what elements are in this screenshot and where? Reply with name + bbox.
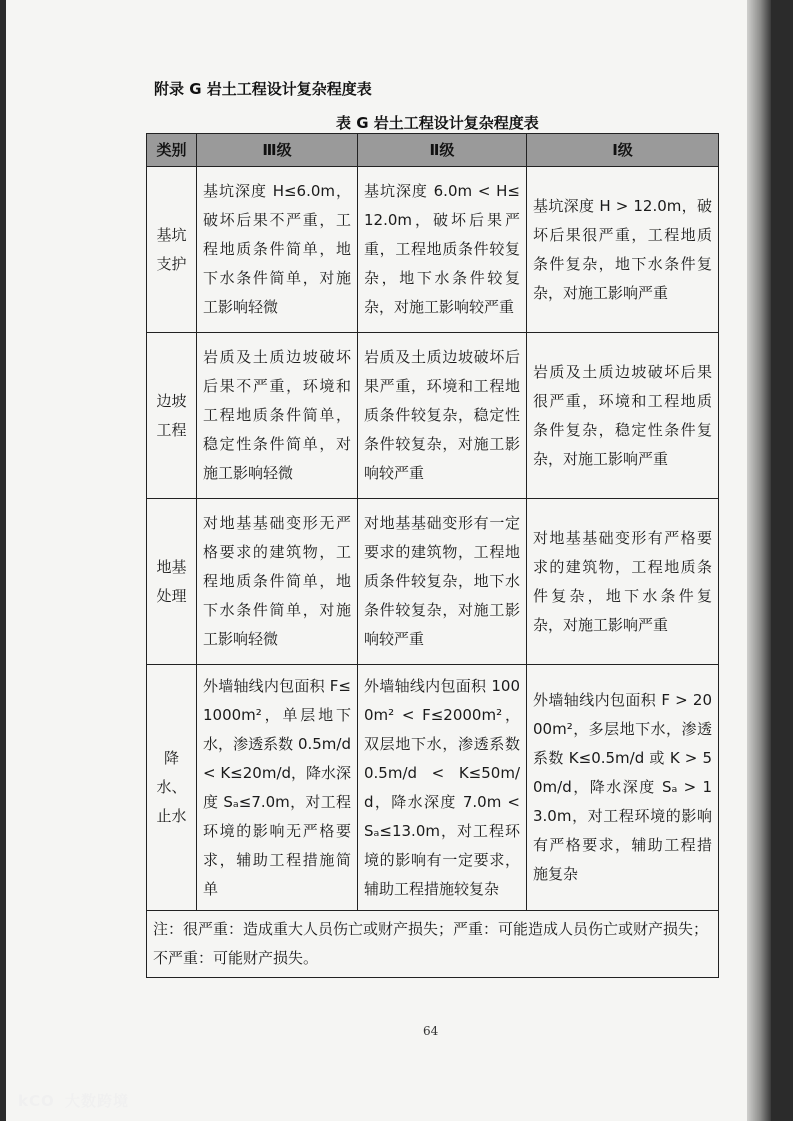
- header-category: 类别: [147, 134, 197, 167]
- level-2-cell: 对地基基础变形有一定要求的建筑物，工程地质条件较复杂，地下水条件较复杂，对施工影响较严重: [358, 499, 527, 665]
- table-note: 注：很严重：造成重大人员伤亡或财产损失；严重：可能造成人员伤亡或财产损失；不严重：可能财产损失。: [147, 911, 719, 978]
- table-note-row: [147, 911, 719, 978]
- row-category: 边坡工程: [147, 333, 197, 499]
- document-page: [6, 0, 771, 1121]
- header-level-1: Ⅰ级: [527, 134, 719, 167]
- watermark-text: 大数跨境: [64, 1092, 129, 1110]
- level-1-cell: 岩质及土质边坡破坏后果很严重，环境和工程地质条件复杂，稳定性条件复杂，对施工影响严重: [527, 333, 719, 499]
- table-row: [147, 333, 719, 499]
- level-2-cell: 基坑深度 6.0m < H≤12.0m，破坏后果严重，工程地质条件较复杂，地下水条件较复杂，对施工影响较严重: [358, 167, 527, 333]
- level-1-cell: 外墙轴线内包面积 F > 2000m²，多层地下水，渗透系数 K≤0.5m/d 或 K > 50m/d，降水深度 Sₐ > 13.0m，对工程环境的影响有严格要求，辅助工程措施复杂: [527, 665, 719, 911]
- row-category: 地基处理: [147, 499, 197, 665]
- level-1-cell: 对地基基础变形有严格要求的建筑物，工程地质条件复杂，地下水条件复杂，对施工影响严重: [527, 499, 719, 665]
- table-title: 表 G 岩土工程设计复杂程度表: [336, 114, 539, 132]
- level-1-cell: 基坑深度 H > 12.0m，破坏后果很严重，工程地质条件复杂，地下水条件复杂，对施工影响严重: [527, 167, 719, 333]
- table-row: [147, 167, 719, 333]
- level-2-cell: 岩质及土质边坡破坏后果严重，环境和工程地质条件较复杂，稳定性条件较复杂，对施工影响较严重: [358, 333, 527, 499]
- header-level-2: Ⅱ级: [358, 134, 527, 167]
- level-3-cell: 岩质及土质边坡破坏后果不严重，环境和工程地质条件简单，稳定性条件简单，对施工影响轻微: [197, 333, 358, 499]
- row-category: 降水、止水: [147, 665, 197, 911]
- table-row: [147, 665, 719, 911]
- level-3-cell: 外墙轴线内包面积 F≤1000m²，单层地下水，渗透系数 0.5m/d < K≤20m/d，降水深度 Sₐ≤7.0m，对工程环境的影响无严格要求，辅助工程措施简单: [197, 665, 358, 911]
- level-3-cell: 基坑深度 H≤6.0m，破坏后果不严重，工程地质条件简单，地下水条件简单，对施工影响轻微: [197, 167, 358, 333]
- complexity-table: [146, 133, 719, 978]
- table-row: [147, 499, 719, 665]
- appendix-title: 附录 G 岩土工程设计复杂程度表: [154, 80, 372, 98]
- watermark: [18, 1090, 129, 1111]
- level-3-cell: 对地基基础变形无严格要求的建筑物，工程地质条件简单，地下水条件简单，对施工影响轻微: [197, 499, 358, 665]
- page-binding-edge: [747, 0, 771, 1121]
- level-2-cell: 外墙轴线内包面积 1000m² < F≤2000m²，双层地下水，渗透系数 0.5m/d < K≤50m/d，降水深度 7.0m < Sₐ≤13.0m，对工程环境的影响有一定要求，辅助工程措施较复杂: [358, 665, 527, 911]
- row-category: 基坑支护: [147, 167, 197, 333]
- header-level-3: Ⅲ级: [197, 134, 358, 167]
- page-number: 64: [423, 1024, 439, 1038]
- watermark-logo: kCO: [18, 1092, 55, 1110]
- table-header-row: [147, 134, 719, 167]
